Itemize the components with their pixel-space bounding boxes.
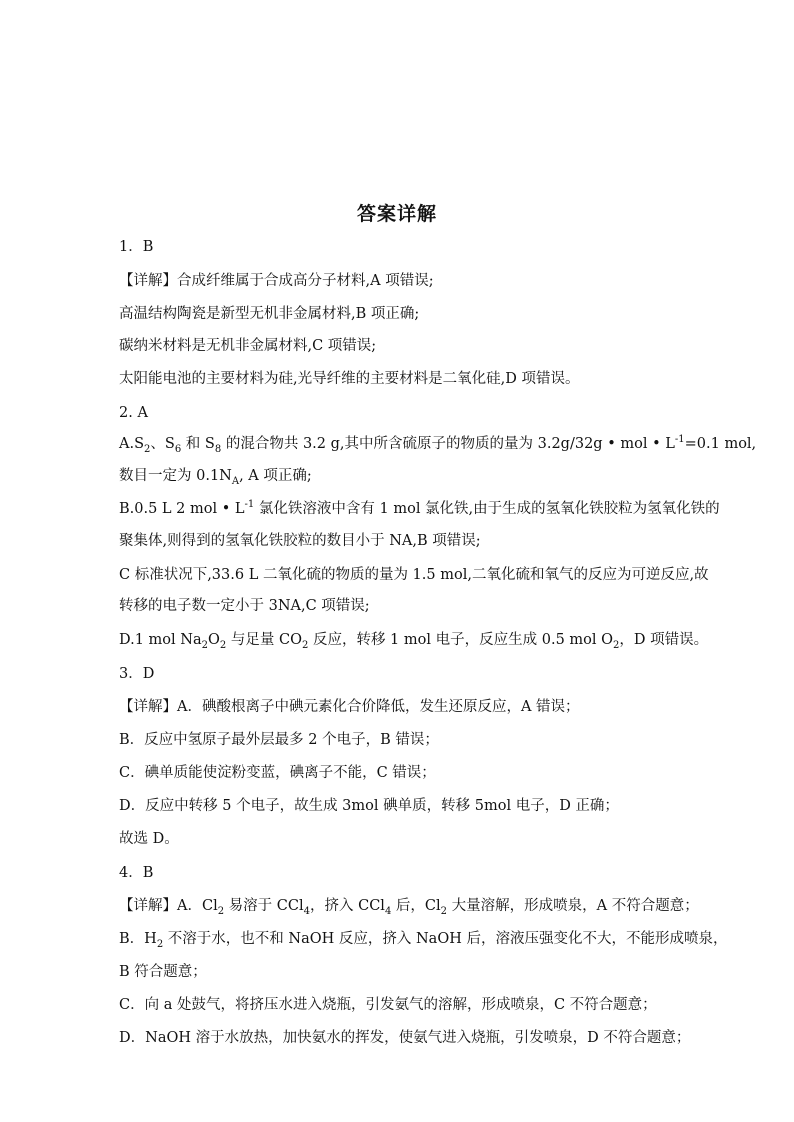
answer-2-line: 数目一定为 $0.1N_A$, A 项正确; — [119, 468, 312, 487]
answer-2-heading: 2. A — [119, 405, 148, 421]
answer-3-line: 【详解】A．碘酸根离子中碘元素化合价降低，发生还原反应，A 错误； — [119, 699, 580, 715]
answer-4-line: 【详解】A．$Cl_2$ 易溶于 CCl$_4$，挤入 CCl$_4$ 后，$Cl_2$ 大量溶解，形成喷泉，A 不符合题意； — [119, 898, 699, 917]
answer-1-line: 碳纳米材料是无机非金属材料,C 项错误; — [119, 338, 377, 354]
answer-2-line: C 标准状况下,33.6 L 二氧化硫的物质的量为 1.5 mol,二氧化硫和氧气的反应为可逆反应,故 — [119, 567, 709, 583]
answer-2-line: $A.S_2$、$S_6$ 和 $S_8$ 的混合物共 3.2 g,其中所含硫原子的物质的量为 3.2g/32g • mol • $L^{-1}=0.1$ mol, — [119, 434, 757, 455]
answer-4-line: B．$H_2$ 不溶于水，也不和 NaOH 反应，挤入 NaOH 后，溶液压强变化不大，不能形成喷泉， — [119, 931, 728, 950]
answer-2-line: 聚集体,则得到的氢氧化铁胶粒的数目小于 NA,B 项错误; — [119, 533, 481, 549]
answer-3-line: B．反应中氢原子最外层最多 2 个电子，B 错误； — [119, 732, 439, 748]
answer-4-heading: 4．B — [119, 865, 154, 881]
answer-3-line: C．碘单质能使淀粉变蓝，碘离子不能，C 错误； — [119, 765, 436, 781]
answer-4-line: D．NaOH 溶于水放热，加快氨水的挥发，使氨气进入烧瓶，引发喷泉，D 不符合题意； — [119, 1030, 691, 1046]
answer-1-heading: 1．B — [119, 239, 154, 255]
answer-1-line: 高温结构陶瓷是新型无机非金属材料,B 项正确; — [119, 306, 420, 322]
page-title: 答案详解 — [356, 203, 437, 225]
answer-1-line: 太阳能电池的主要材料为硅,光导纤维的主要材料是二氧化硅,D 项错误。 — [119, 371, 580, 387]
answer-3-heading: 3．D — [119, 666, 155, 682]
answer-2-line: D.1 mol $Na_2O_2$ 与足量 $CO_2$ 反应，转移 1 mol 电子，反应生成 0.5 mol $O_2$，D 项错误。 — [119, 632, 709, 651]
answer-3-line: 故选 D。 — [119, 831, 179, 847]
answer-1-line: 【详解】合成纤维属于合成高分子材料,A 项错误; — [119, 273, 434, 289]
answer-2-line: B.0.5 L 2 mol • $L^{-1}$ 氯化铁溶液中含有 1 mol 氯化铁,由于生成的氢氧化铁胶粒为氢氧化铁的 — [119, 499, 720, 517]
answer-2-line: 转移的电子数一定小于 3NA,C 项错误; — [119, 598, 370, 614]
answer-4-line: B 符合题意； — [119, 964, 207, 980]
answer-3-line: D．反应中转移 5 个电子，故生成 3mol 碘单质，转移 5mol 电子，D 正确； — [119, 798, 619, 814]
answer-4-line: C．向 a 处鼓气，将挤压水进入烧瓶，引发氨气的溶解，形成喷泉，C 不符合题意； — [119, 997, 657, 1013]
